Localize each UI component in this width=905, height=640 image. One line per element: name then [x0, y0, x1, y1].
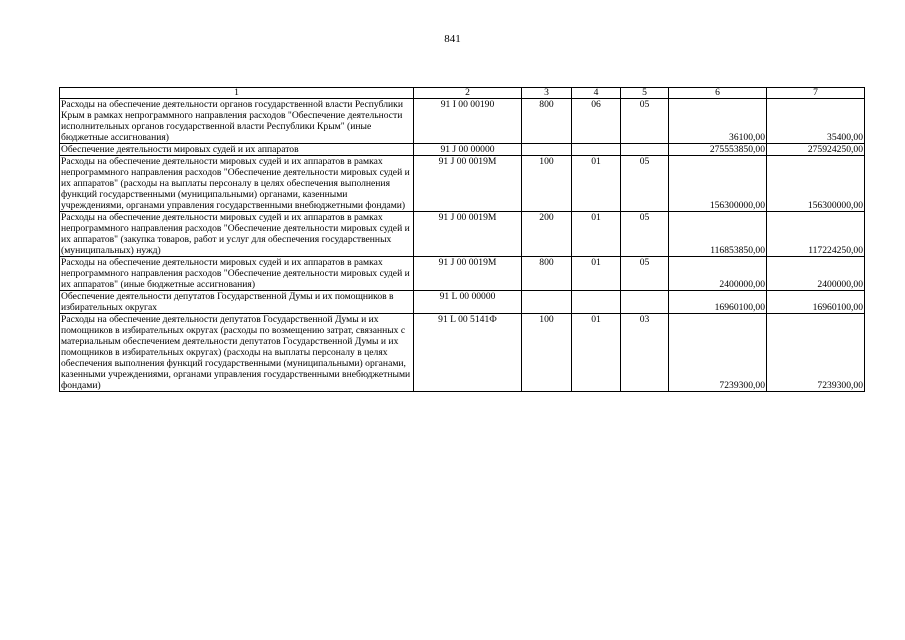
target-article-code: 91 J 00 0019M: [414, 212, 522, 257]
subsection-code: [621, 144, 669, 156]
subsection-code: 05: [621, 99, 669, 144]
budget-table: [59, 87, 865, 392]
section-code: 01: [572, 212, 621, 257]
page-number: 841: [444, 33, 461, 45]
expense-name: Расходы на обеспечение деятельности мировых судей и их аппаратов в рамках непрограммного направления расходов "Обеспечение деятельности мировых судей и их аппаратов" (закупка товаров, работ и услуг для обеспечения государственных (муниципальных) нужд): [60, 212, 414, 257]
expense-type-code: 200: [522, 212, 572, 257]
target-article-code: 91 I 00 00190: [414, 99, 522, 144]
column-header: 3: [522, 88, 572, 99]
amount-column-6: 116853850,00: [669, 212, 767, 257]
table-row: [60, 291, 865, 314]
subsection-code: 05: [621, 257, 669, 291]
amount-column-6: 2400000,00: [669, 257, 767, 291]
section-code: 06: [572, 99, 621, 144]
expense-type-code: 100: [522, 314, 572, 392]
amount-column-6: 36100,00: [669, 99, 767, 144]
expense-name: Расходы на обеспечение деятельности органов государственной власти Республики Крым в рамках непрограммного направления расходов "Обеспечение деятельности исполнительных органов государственной власти Республики Крым" (иные бюджетные ассигнования): [60, 99, 414, 144]
table-row: [60, 99, 865, 144]
target-article-code: 91 L 00 5141Ф: [414, 314, 522, 392]
target-article-code: 91 J 00 0019M: [414, 156, 522, 212]
expense-name: Расходы на обеспечение деятельности депутатов Государственной Думы и их помощников в избирательных округах (расходы по возмещению затрат, связанных с материальным обеспечением деятельности депутатов Государственной Думы и их помощников в избирательных округах) (расходы на выплаты персоналу в целях обеспечения выполнения функций государственными (муниципальными) органами, казенными учреждениями, органами управления государственными внебюджетными фондами): [60, 314, 414, 392]
expense-name: Обеспечение деятельности депутатов Государственной Думы и их помощников в избирательных округах: [60, 291, 414, 314]
expense-type-code: 100: [522, 156, 572, 212]
column-header: 6: [669, 88, 767, 99]
section-code: 01: [572, 156, 621, 212]
amount-column-7: 117224250,00: [767, 212, 865, 257]
amount-column-7: 7239300,00: [767, 314, 865, 392]
subsection-code: 05: [621, 156, 669, 212]
target-article-code: 91 L 00 00000: [414, 291, 522, 314]
column-header: 7: [767, 88, 865, 99]
amount-column-6: 16960100,00: [669, 291, 767, 314]
column-header: 5: [621, 88, 669, 99]
expense-name: Расходы на обеспечение деятельности мировых судей и их аппаратов в рамках непрограммного направления расходов "Обеспечение деятельности мировых судей и их аппаратов" (расходы на выплаты персоналу в целях обеспечения выполнения функций государственными (муниципальными) органами, казенными учреждениями, органами управления государственными внебюджетными фондами): [60, 156, 414, 212]
expense-type-code: 800: [522, 257, 572, 291]
amount-column-6: 275553850,00: [669, 144, 767, 156]
amount-column-7: 16960100,00: [767, 291, 865, 314]
table-row: [60, 212, 865, 257]
expense-type-code: [522, 291, 572, 314]
table-row: [60, 144, 865, 156]
table-row: [60, 314, 865, 392]
amount-column-6: 156300000,00: [669, 156, 767, 212]
section-code: [572, 144, 621, 156]
section-code: 01: [572, 257, 621, 291]
column-header: 4: [572, 88, 621, 99]
expense-name: Расходы на обеспечение деятельности мировых судей и их аппаратов в рамках непрограммного направления расходов "Обеспечение деятельности мировых судей и их аппаратов" (иные бюджетные ассигнования): [60, 257, 414, 291]
subsection-code: 03: [621, 314, 669, 392]
subsection-code: 05: [621, 212, 669, 257]
subsection-code: [621, 291, 669, 314]
amount-column-6: 7239300,00: [669, 314, 767, 392]
amount-column-7: 35400,00: [767, 99, 865, 144]
amount-column-7: 275924250,00: [767, 144, 865, 156]
expense-name: Обеспечение деятельности мировых судей и их аппаратов: [60, 144, 414, 156]
table-header-row: [60, 88, 865, 99]
table-row: [60, 257, 865, 291]
section-code: 01: [572, 314, 621, 392]
expense-type-code: [522, 144, 572, 156]
section-code: [572, 291, 621, 314]
expense-type-code: 800: [522, 99, 572, 144]
amount-column-7: 156300000,00: [767, 156, 865, 212]
target-article-code: 91 J 00 00000: [414, 144, 522, 156]
table-row: [60, 156, 865, 212]
amount-column-7: 2400000,00: [767, 257, 865, 291]
column-header: 2: [414, 88, 522, 99]
column-header: 1: [60, 88, 414, 99]
target-article-code: 91 J 00 0019M: [414, 257, 522, 291]
